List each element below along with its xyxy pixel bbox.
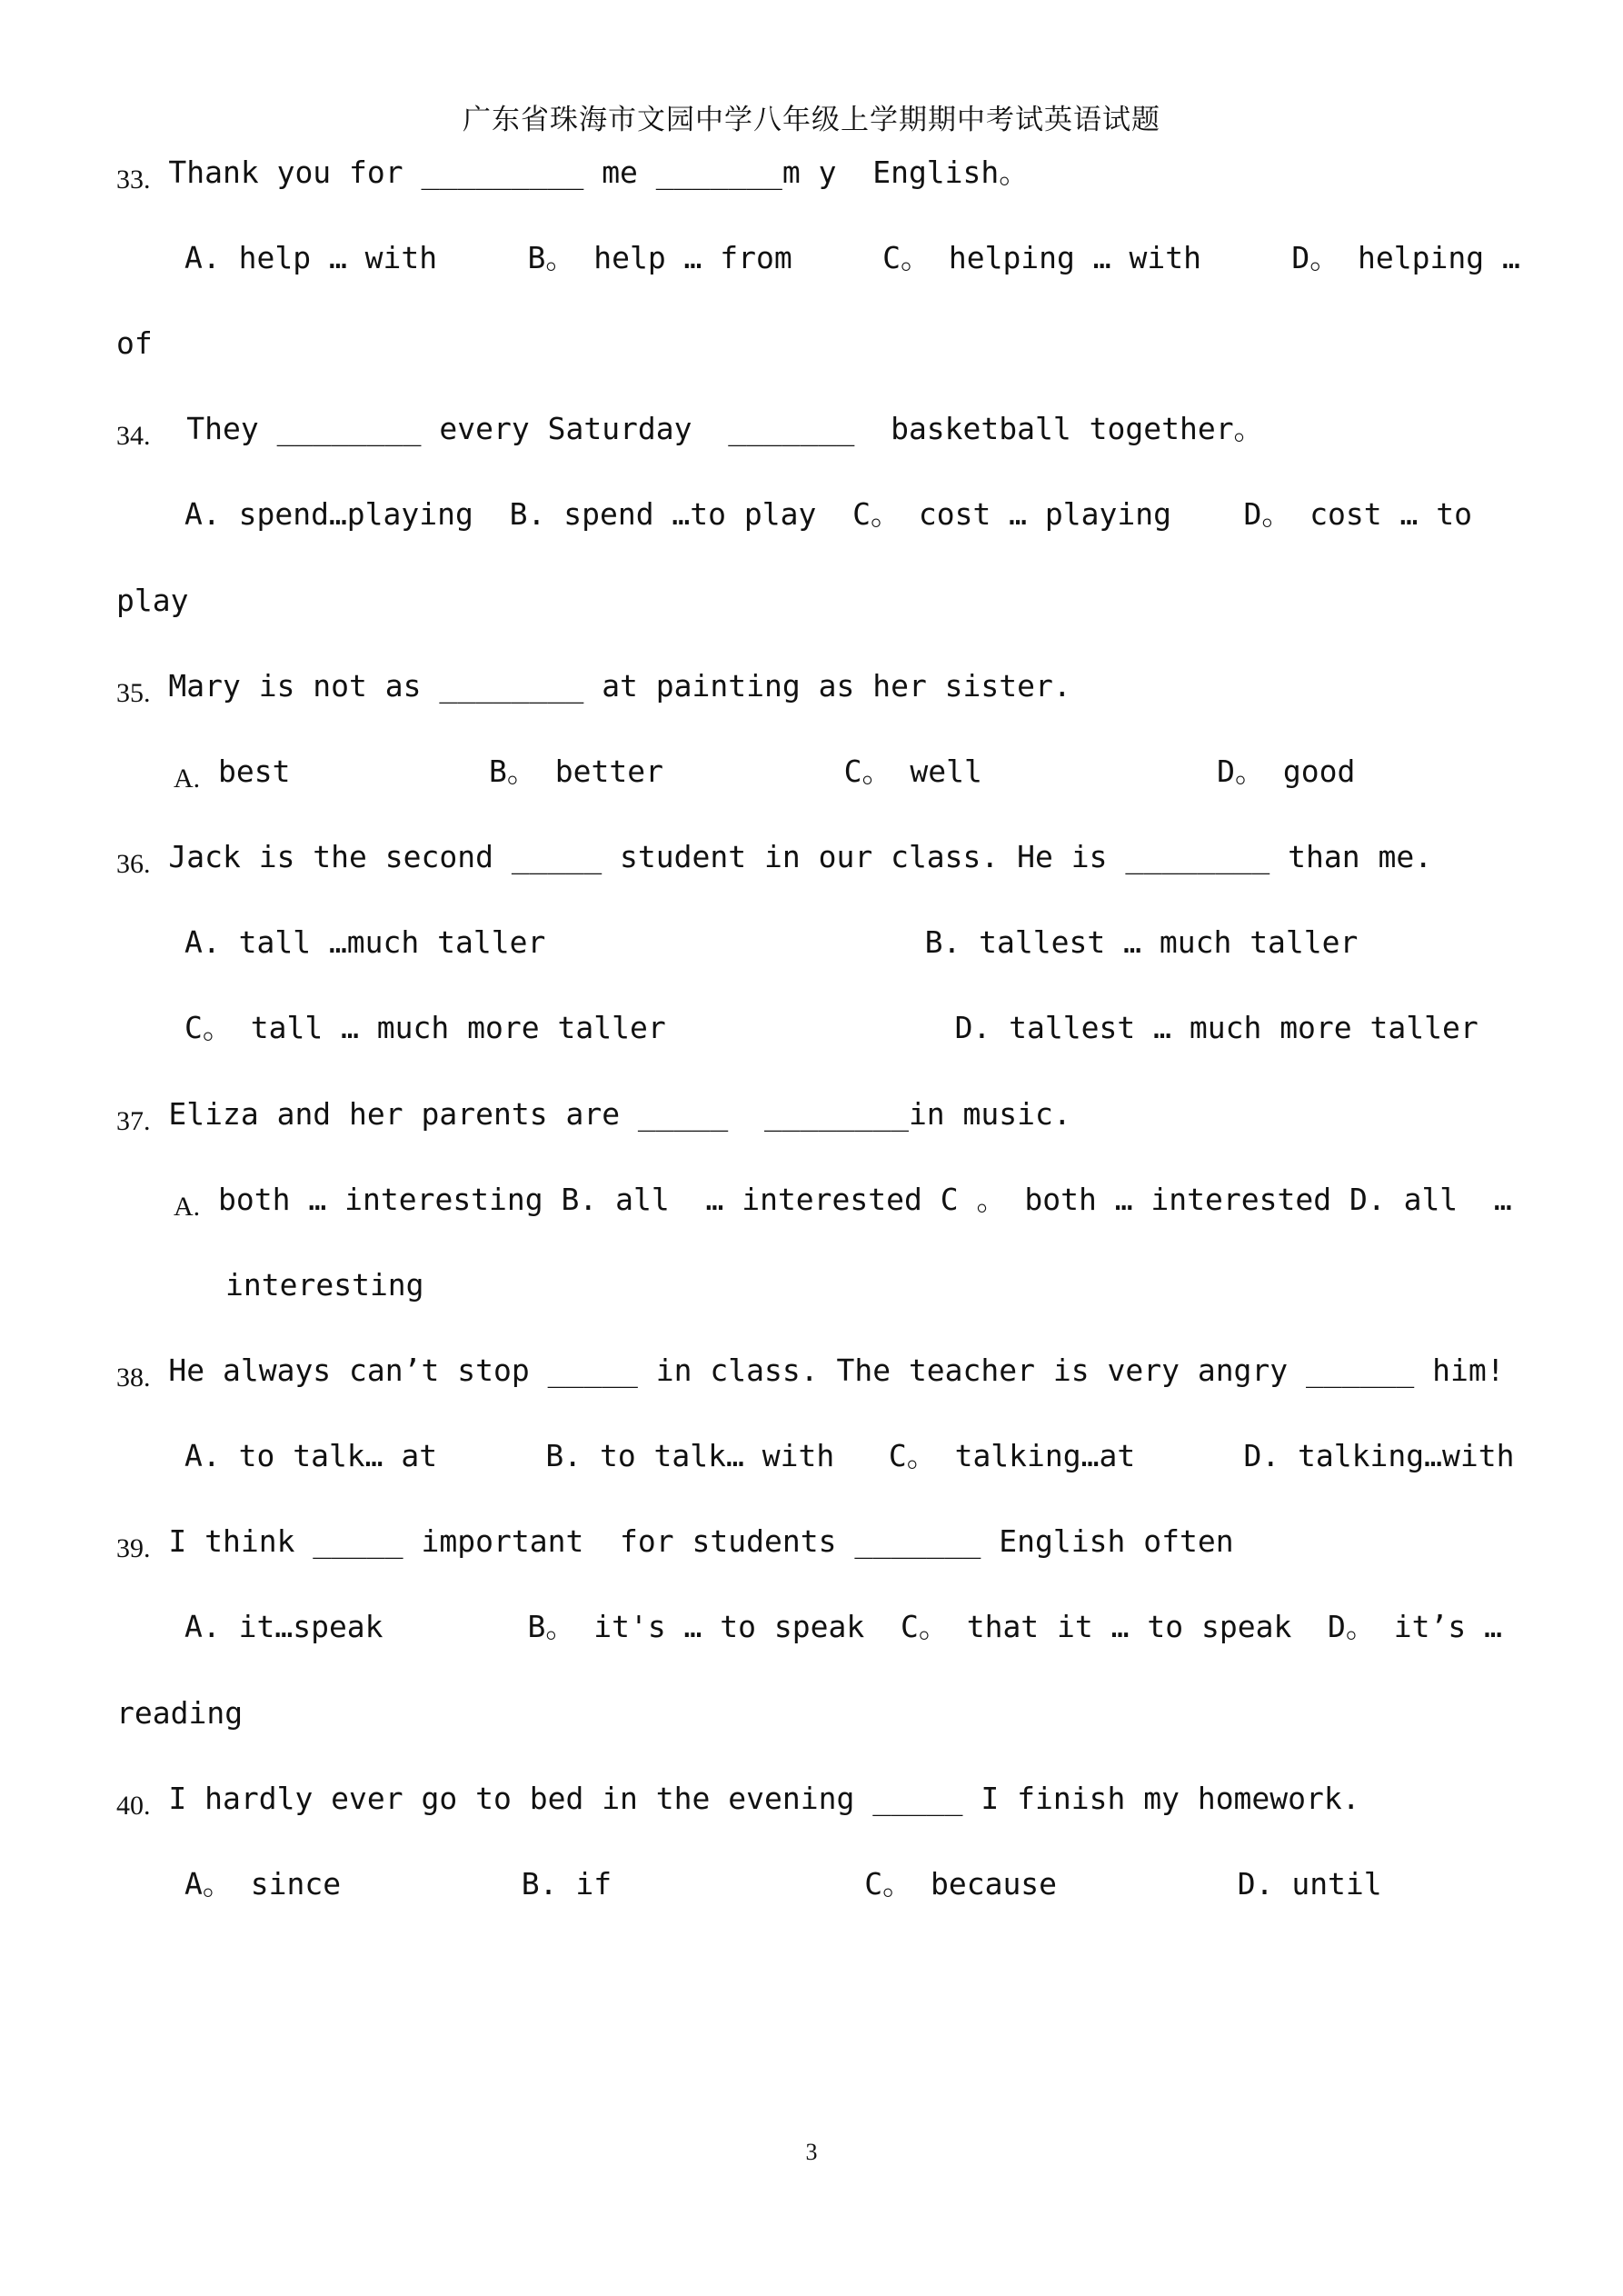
question-text: Jack is the second _____ student in our class. He is ________ than me. [150,839,1433,874]
question-36-stem [116,839,1432,877]
question-37-stem [116,1096,1071,1134]
question-40-options: A。 since B. if C。 because D. until [184,1866,1382,1902]
question-33-options: A. help … with B。 help … from C。 helping … with D。 helping … [184,240,1520,275]
question-number: 37. [116,1106,151,1136]
question-36-options-row2: C。 tall … much more taller D. tallest … much more taller [184,1010,1479,1045]
question-36-options-row1: A. tall …much taller B. tallest … much taller [184,924,1359,960]
question-number: 39. [116,1533,151,1563]
question-40-stem [116,1781,1360,1819]
option-a-label: A. [174,764,201,794]
question-text: I hardly ever go to bed in the evening _____ I finish my homework. [150,1781,1360,1816]
question-number: 40. [116,1791,151,1821]
question-39-options: A. it…speak B。 it's … to speak C。 that it … to speak D。 it’s … [184,1609,1503,1644]
question-37-options-cont: interesting [225,1267,424,1303]
question-39-stem [116,1523,1234,1562]
question-text: They ________ every Saturday _______ basketball together。 [150,411,1264,446]
question-34-stem [116,411,1264,449]
question-text: Thank you for _________ me _______m y English。 [150,155,1030,190]
question-number: 33. [116,165,151,195]
question-35-options [174,754,1355,792]
question-33-options-cont: of [116,325,153,361]
question-37-options [174,1182,1512,1220]
question-34-options-cont: play [116,583,189,618]
question-text: Mary is not as ________ at painting as her sister. [150,668,1071,704]
question-text: Eliza and her parents are _____ ________in music. [150,1096,1071,1132]
question-38-stem [116,1353,1505,1391]
page-title: 广东省珠海市文园中学八年级上学期期中考试英语试题 [463,104,1160,136]
options-text: best B。 better C。 well D。 good [200,754,1356,789]
question-34-options: A. spend…playing B. spend …to play C。 cost … playing D。 cost … to [184,496,1473,532]
question-38-options: A. to talk… at B. to talk… with C。 talking…at D. talking…with [184,1438,1515,1473]
page-number: 3 [805,2139,818,2165]
question-35-stem [116,668,1071,706]
question-33-stem [116,155,1029,193]
question-number: 38. [116,1363,151,1393]
question-number: 35. [116,678,151,708]
question-39-options-cont: reading [116,1695,244,1731]
options-text: both … interesting B. all … interested C 。 both … interested D. all … [200,1182,1512,1217]
question-number: 34. [116,421,151,451]
question-number: 36. [116,849,151,879]
question-text: He always can’t stop _____ in class. The teacher is very angry ______ him! [150,1353,1505,1388]
question-text: I think _____ important for students _______ English often [150,1523,1234,1559]
option-a-label: A. [174,1192,201,1222]
